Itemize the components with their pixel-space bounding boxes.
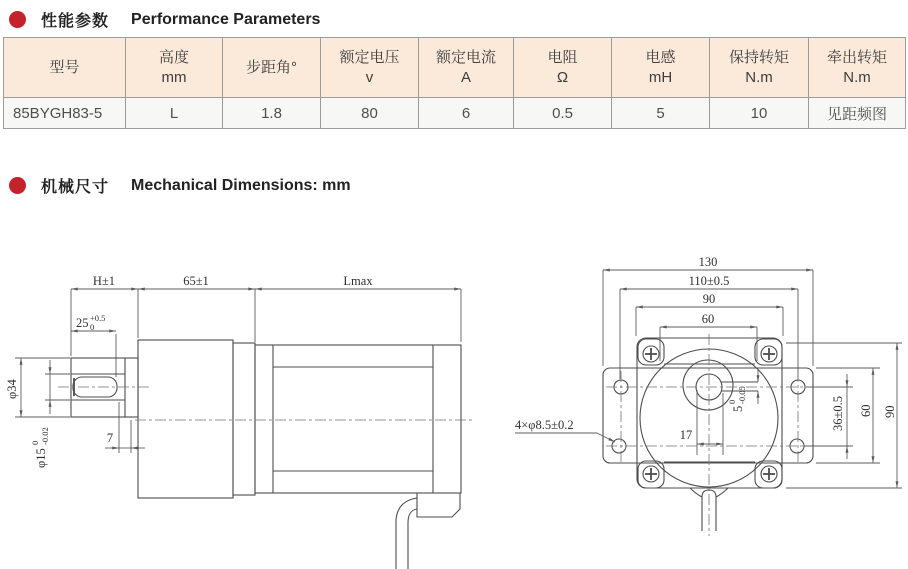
performance-section-header bbox=[0, 8, 320, 31]
cell-model: 85BYGH83-5 bbox=[4, 98, 126, 129]
dim-label-key-sup: 0 bbox=[727, 399, 737, 404]
dim-label-65: 65±1 bbox=[183, 274, 209, 288]
dim-label-130: 130 bbox=[698, 255, 718, 269]
col-header-holding-torque: 保持转矩 N.m bbox=[710, 38, 809, 98]
col-header-step-angle: 步距角° bbox=[223, 38, 321, 98]
dim-label-90: 90 bbox=[702, 292, 716, 306]
side-view-drawing bbox=[0, 250, 480, 569]
screw-icon bbox=[643, 346, 659, 362]
screw-icon bbox=[761, 466, 777, 482]
col-header-inductance: 电感 mH bbox=[612, 38, 710, 98]
dim-label-key-sub: -0.05 bbox=[737, 386, 747, 404]
cell-rated-voltage: 80 bbox=[321, 98, 419, 129]
col-header-rated-voltage: 额定电压 v bbox=[321, 38, 419, 98]
performance-title-en: Performance Parameters bbox=[131, 10, 321, 28]
dim-label-d15: φ15 bbox=[34, 448, 48, 468]
cell-inductance: 5 bbox=[612, 98, 710, 129]
red-bullet-icon bbox=[9, 177, 26, 194]
mechanical-title-en: Mechanical Dimensions: mm bbox=[131, 176, 351, 194]
screw-icon bbox=[643, 466, 659, 482]
dim-label-25: 25 bbox=[76, 316, 89, 330]
mechanical-title-zh: 机械尺寸 bbox=[41, 179, 110, 196]
cell-pullout-torque: 见距频图 bbox=[809, 98, 906, 129]
dim-label-60: 60 bbox=[701, 312, 715, 326]
dim-label-17: 17 bbox=[679, 428, 693, 442]
screw-icon bbox=[761, 346, 777, 362]
cell-height: L bbox=[126, 98, 223, 129]
dim-label-r90: 90 bbox=[883, 405, 897, 418]
cell-rated-current: 6 bbox=[419, 98, 514, 129]
dim-label-d15-sup: 0 bbox=[30, 440, 40, 445]
cell-step-angle: 1.8 bbox=[223, 98, 321, 129]
dim-label-lmax: Lmax bbox=[343, 274, 373, 288]
col-header-rated-current: 额定电流 A bbox=[419, 38, 514, 98]
dim-label-h: H±1 bbox=[92, 274, 116, 288]
col-header-resistance: 电阻 Ω bbox=[514, 38, 612, 98]
dim-label-7: 7 bbox=[106, 431, 114, 445]
dim-label-d34: φ34 bbox=[5, 379, 19, 399]
dim-label-d15-sub: -0.02 bbox=[40, 427, 50, 445]
table-row bbox=[4, 98, 906, 129]
dim-label-key: 5 bbox=[731, 405, 745, 412]
dim-label-25-sup: +0.5 bbox=[90, 313, 106, 323]
table-header-row bbox=[4, 38, 906, 98]
dim-label-110: 110±0.5 bbox=[688, 274, 730, 288]
dim-label-holes: 4×φ8.5±0.2 bbox=[515, 418, 574, 432]
dim-label-36: 36±0.5 bbox=[831, 396, 845, 431]
cell-resistance: 0.5 bbox=[514, 98, 612, 129]
dim-label-r60: 60 bbox=[859, 404, 873, 417]
col-header-height: 高度 mm bbox=[126, 38, 223, 98]
col-header-pullout-torque: 牵出转矩 N.m bbox=[809, 38, 906, 98]
col-header-model: 型号 bbox=[4, 38, 126, 98]
performance-title-zh: 性能参数 bbox=[41, 13, 110, 30]
performance-parameters-table bbox=[3, 37, 906, 129]
dim-label-25-sub: 0 bbox=[90, 322, 95, 332]
mechanical-section-header bbox=[0, 174, 351, 197]
red-bullet-icon bbox=[9, 11, 26, 28]
cell-holding-torque: 10 bbox=[710, 98, 809, 129]
front-view-drawing bbox=[490, 250, 908, 569]
